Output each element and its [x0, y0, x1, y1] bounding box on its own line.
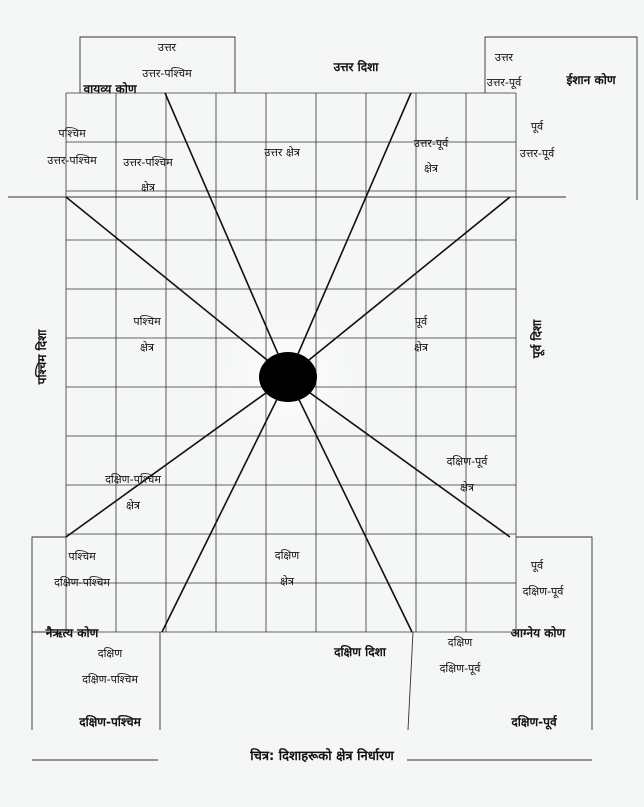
northwest-zone-label: उत्तर-पश्चिम — [123, 156, 173, 169]
west-zone-label: पश्चिम — [133, 315, 161, 328]
south-zone-sub: क्षेत्र — [280, 575, 294, 588]
figure-caption: चित्र: दिशाहरूको क्षेत्र निर्धारण — [250, 749, 394, 764]
right-top-east-label: पूर्व — [530, 120, 544, 133]
center-point — [259, 352, 317, 402]
bottom-right-south-east-title: दक्षिण-पूर्व — [511, 715, 557, 729]
bottom-left-south-west-label: दक्षिण-पश्चिम — [82, 673, 138, 686]
left-bottom-west-label: पश्चिम — [68, 550, 96, 563]
left-top-west-label: पश्चिम — [58, 127, 86, 140]
south-direction-label: दक्षिण दिशा — [334, 645, 386, 659]
top-right-north-east-label: उत्तर-पूर्व — [486, 76, 522, 89]
northeast-zone-label: उत्तर-पूर्व — [413, 137, 449, 150]
bottom-left-south-label: दक्षिण — [97, 647, 123, 660]
southwest-zone-label: दक्षिण-पश्चिम — [105, 473, 161, 486]
left-top-north-west-label: उत्तर-पश्चिम — [47, 154, 97, 167]
right-bottom-south-east-label: दक्षिण-पूर्व — [522, 585, 564, 598]
bottom-right-south-label: दक्षिण — [447, 636, 473, 649]
northwest-corner-label: वायव्य कोण — [83, 82, 137, 96]
southwest-corner-label: नैऋत्य कोण — [45, 626, 99, 640]
bottom-left-south-west-title: दक्षिण-पश्चिम — [79, 715, 141, 729]
top-north-label: उत्तर — [157, 41, 177, 54]
north-zone-label: उत्तर क्षेत्र — [264, 146, 300, 159]
southeast-zone-sub: क्षेत्र — [460, 481, 474, 494]
northeast-corner-label: ईशान कोण — [566, 73, 616, 87]
north-direction-label: उत्तर दिशा — [333, 60, 379, 74]
west-zone-sub: क्षेत्र — [140, 341, 154, 354]
east-zone-label: पूर्व — [414, 315, 428, 328]
right-bottom-east-label: पूर्व — [530, 559, 544, 572]
east-direction-label: पूर्व दिशा — [530, 319, 544, 359]
south-zone-label: दक्षिण — [274, 549, 300, 562]
top-north-west-label: उत्तर-पश्चिम — [142, 67, 192, 80]
east-zone-sub: क्षेत्र — [414, 341, 428, 354]
southeast-zone-label: दक्षिण-पूर्व — [446, 455, 488, 468]
bottom-right-south-east-label: दक्षिण-पूर्व — [439, 662, 481, 675]
northwest-zone-sub: क्षेत्र — [141, 181, 155, 194]
west-direction-label: पश्चिम दिशा — [35, 329, 49, 385]
left-bottom-south-west-label: दक्षिण-पश्चिम — [54, 576, 110, 589]
southeast-corner-label: आग्नेय कोण — [510, 626, 566, 640]
top-right-north-label: उत्तर — [494, 51, 514, 64]
right-top-north-east-label: उत्तर-पूर्व — [519, 147, 555, 160]
northeast-zone-sub: क्षेत्र — [424, 162, 438, 175]
southwest-zone-sub: क्षेत्र — [126, 499, 140, 512]
